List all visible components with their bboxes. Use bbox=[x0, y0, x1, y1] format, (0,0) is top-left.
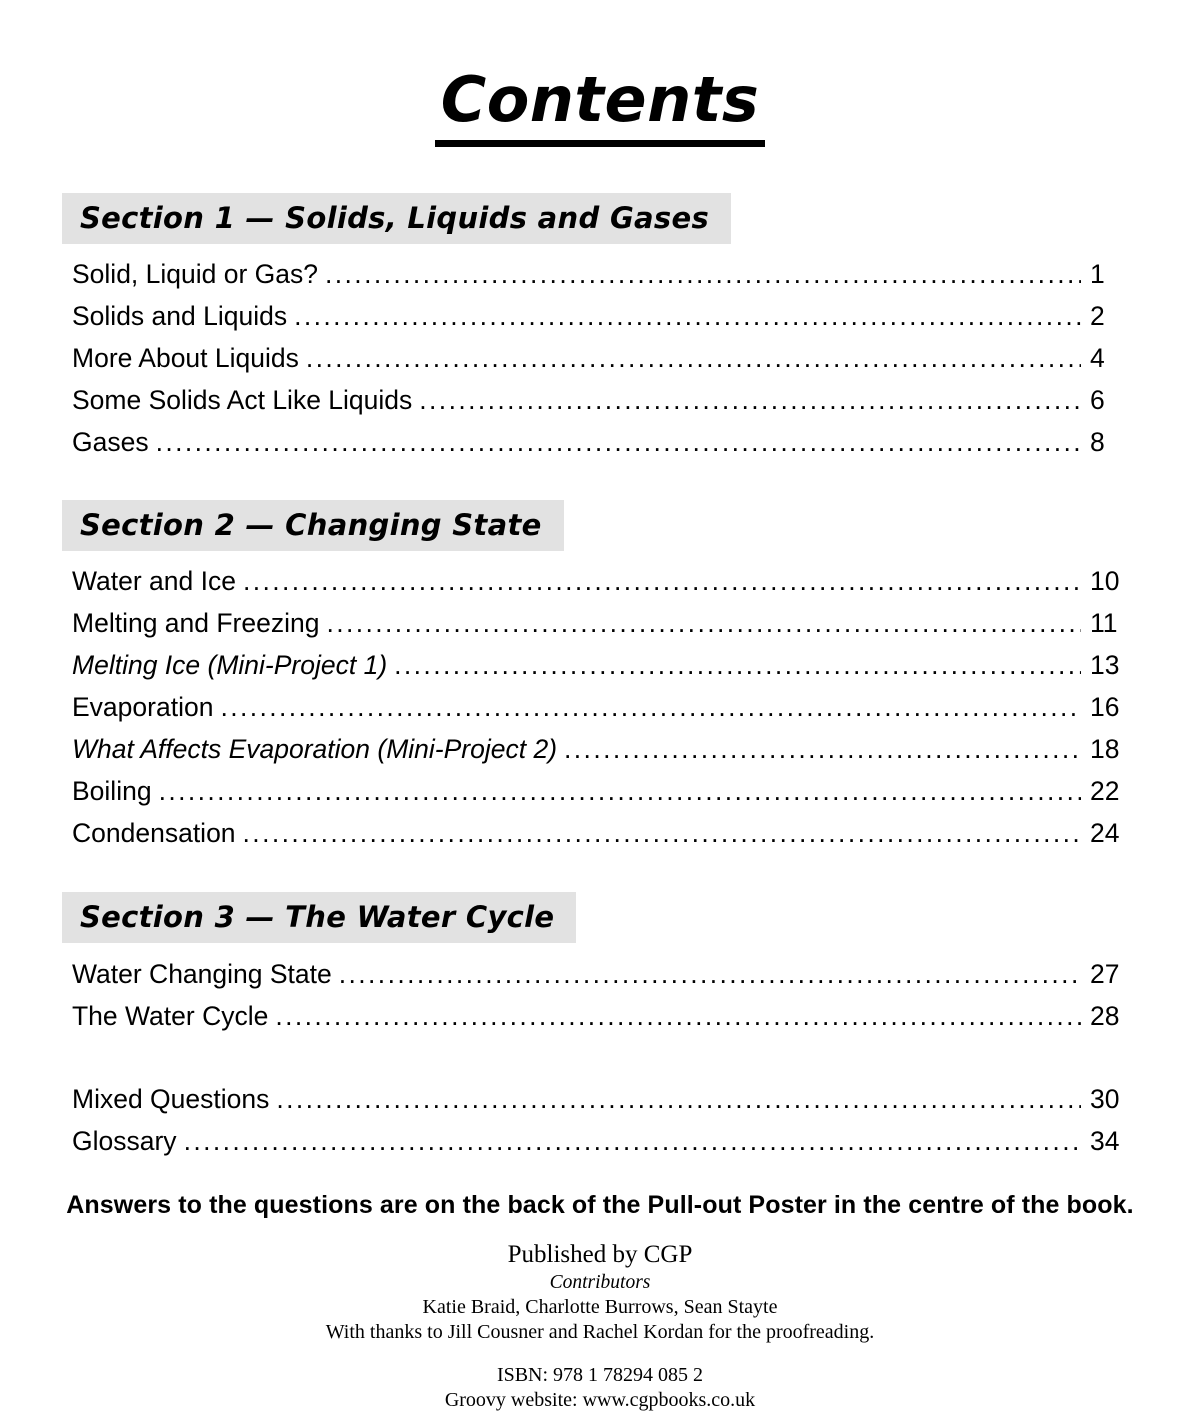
section-header: Section 2 — Changing State bbox=[62, 500, 564, 551]
page-title-container bbox=[0, 0, 1200, 147]
toc-dot-leader bbox=[394, 652, 1081, 679]
toc-entry-title: Water Changing State bbox=[72, 959, 332, 989]
toc-entry-page-number: 18 bbox=[1090, 734, 1120, 764]
toc-dot-leader bbox=[184, 1128, 1081, 1155]
toc-entry-page-number: 16 bbox=[1090, 692, 1120, 722]
page-title: Contents bbox=[435, 66, 766, 147]
toc-entry[interactable] bbox=[72, 379, 1132, 421]
toc-entry-title: Some Solids Act Like Liquids bbox=[72, 385, 413, 415]
toc-entry-page-number: 34 bbox=[1090, 1126, 1120, 1156]
toc-entry[interactable] bbox=[72, 995, 1132, 1037]
section-entries-list bbox=[72, 560, 1132, 854]
toc-entry[interactable] bbox=[72, 560, 1132, 602]
toc-entry-page-number: 1 bbox=[1090, 259, 1105, 289]
footer-website: Groovy website: www.cgpbooks.co.uk bbox=[444, 1389, 756, 1411]
toc-dot-leader bbox=[339, 961, 1081, 988]
toc-entry[interactable] bbox=[72, 770, 1132, 812]
toc-entry-title: Solids and Liquids bbox=[72, 301, 288, 331]
toc-dot-leader bbox=[294, 303, 1081, 330]
toc-entry-page-number: 6 bbox=[1090, 385, 1105, 415]
toc-entry-title: What Affects Evaporation (Mini-Project 2) bbox=[72, 734, 558, 764]
footer-isbn: ISBN: 978 1 78294 085 2 bbox=[496, 1364, 704, 1386]
section-block bbox=[62, 854, 1200, 943]
toc-entry-title: Condensation bbox=[72, 818, 236, 848]
toc-entry[interactable] bbox=[72, 253, 1132, 295]
toc-dot-leader bbox=[159, 778, 1081, 805]
section-block bbox=[62, 147, 1200, 244]
toc-entry[interactable] bbox=[72, 1078, 1132, 1120]
footer-thanks: With thanks to Jill Cousner and Rachel Kordan for the proofreading. bbox=[325, 1321, 875, 1343]
toc-entry[interactable] bbox=[72, 812, 1132, 854]
toc-dot-leader bbox=[276, 1086, 1081, 1113]
toc-entry-title: Glossary bbox=[72, 1126, 177, 1156]
section-entries-list bbox=[72, 253, 1132, 463]
toc-dot-leader bbox=[326, 610, 1081, 637]
toc-entry-title: Mixed Questions bbox=[72, 1084, 270, 1114]
toc-entry-page-number: 11 bbox=[1090, 608, 1118, 638]
toc-entry-page-number: 22 bbox=[1090, 776, 1120, 806]
toc-entry[interactable] bbox=[72, 953, 1132, 995]
toc-entry-title: Water and Ice bbox=[72, 566, 236, 596]
section-entries-list bbox=[72, 953, 1132, 1037]
toc-entry[interactable] bbox=[72, 686, 1132, 728]
toc-entry-title: Boiling bbox=[72, 776, 152, 806]
toc-entry-page-number: 28 bbox=[1090, 1001, 1120, 1031]
toc-entry-page-number: 2 bbox=[1090, 301, 1105, 331]
toc-entry[interactable] bbox=[72, 644, 1132, 686]
toc-dot-leader bbox=[220, 694, 1081, 721]
toc-entry[interactable] bbox=[72, 602, 1132, 644]
toc-entry-title: Melting Ice (Mini-Project 1) bbox=[72, 650, 388, 680]
sections-container bbox=[0, 147, 1200, 1037]
footer bbox=[0, 1239, 1200, 1413]
toc-entry-title: Melting and Freezing bbox=[72, 608, 320, 638]
toc-entry[interactable] bbox=[72, 1120, 1132, 1162]
toc-entry-title: More About Liquids bbox=[72, 343, 299, 373]
toc-dot-leader bbox=[325, 261, 1081, 288]
toc-entry-page-number: 30 bbox=[1090, 1084, 1120, 1114]
footer-contributors: Katie Braid, Charlotte Burrows, Sean Stayte bbox=[422, 1296, 778, 1318]
toc-entry-page-number: 27 bbox=[1090, 959, 1120, 989]
footer-publisher: Published by CGP bbox=[507, 1241, 693, 1268]
toc-entry-title: Gases bbox=[72, 427, 149, 457]
footer-contributors-label: Contributors bbox=[549, 1272, 651, 1293]
toc-dot-leader bbox=[243, 568, 1081, 595]
toc-dot-leader bbox=[243, 820, 1081, 847]
answers-note: Answers to the questions are on the back of the Pull-out Poster in the centre of the book. bbox=[66, 1191, 1134, 1219]
toc-entry-page-number: 4 bbox=[1090, 343, 1105, 373]
section-header: Section 1 — Solids, Liquids and Gases bbox=[62, 193, 731, 244]
toc-entry[interactable] bbox=[72, 728, 1132, 770]
toc-entry-title: The Water Cycle bbox=[72, 1001, 269, 1031]
toc-entry-title: Evaporation bbox=[72, 692, 214, 722]
toc-entry-page-number: 10 bbox=[1090, 566, 1120, 596]
section-block bbox=[62, 463, 1200, 551]
toc-entry[interactable] bbox=[72, 421, 1132, 463]
toc-dot-leader bbox=[564, 736, 1081, 763]
tail-entries-list bbox=[72, 1078, 1132, 1162]
section-header: Section 3 — The Water Cycle bbox=[62, 892, 576, 943]
toc-dot-leader bbox=[306, 345, 1081, 372]
toc-dot-leader bbox=[419, 387, 1081, 414]
toc-dot-leader bbox=[156, 429, 1081, 456]
toc-entry-page-number: 24 bbox=[1090, 818, 1120, 848]
toc-entry[interactable] bbox=[72, 295, 1132, 337]
toc-entry-title: Solid, Liquid or Gas? bbox=[72, 259, 319, 289]
toc-entry-page-number: 13 bbox=[1090, 650, 1120, 680]
toc-entry-page-number: 8 bbox=[1090, 427, 1105, 457]
toc-dot-leader bbox=[275, 1003, 1081, 1030]
toc-entry[interactable] bbox=[72, 337, 1132, 379]
